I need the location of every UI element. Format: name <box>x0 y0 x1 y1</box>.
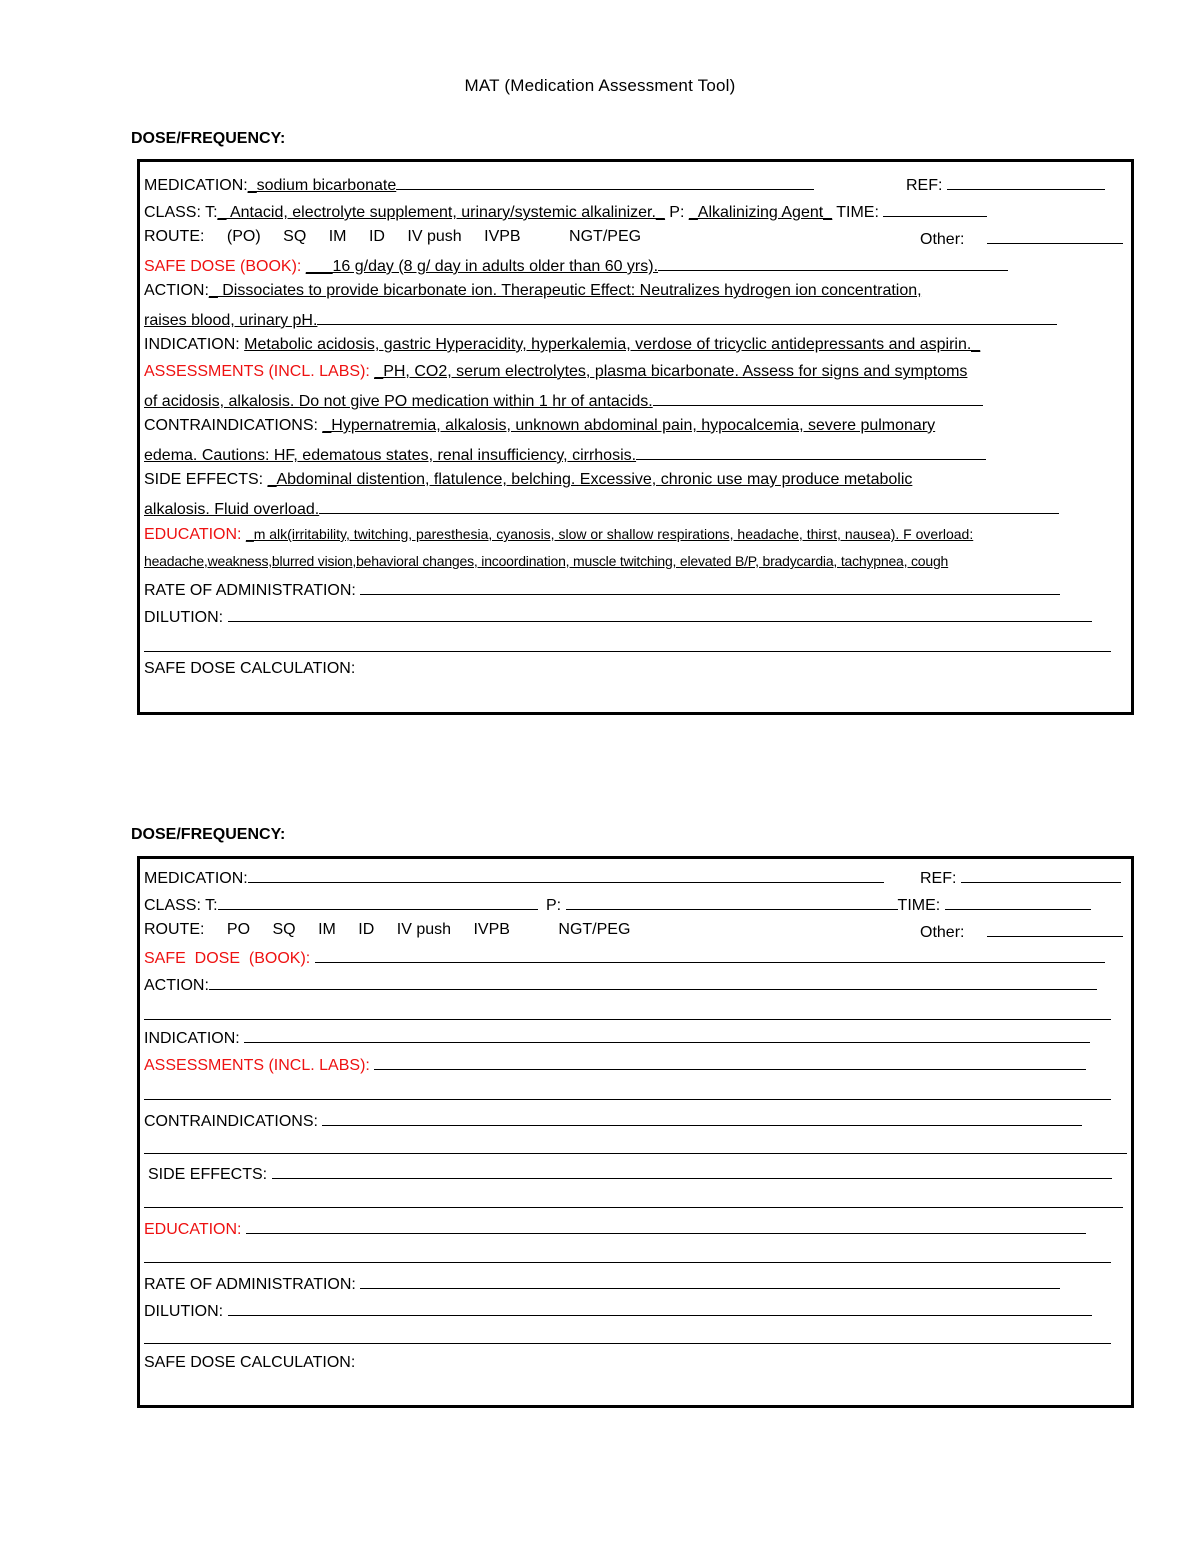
dilution-blank[interactable] <box>228 604 1092 622</box>
safe-calc-row <box>144 1352 1129 1374</box>
contraindications-row-2 <box>144 442 1129 464</box>
medication-label: MEDICATION: <box>144 177 248 194</box>
assessments-row <box>144 1052 1129 1074</box>
class-p-blank[interactable] <box>566 892 898 910</box>
safe-dose-label: SAFE DOSE (BOOK): <box>144 258 302 275</box>
contraindications-blank[interactable] <box>322 1108 1082 1126</box>
class-p-label: P: <box>669 204 685 221</box>
dilution-label: DILUTION: <box>144 609 224 626</box>
class-t-label: CLASS: T: <box>144 897 218 914</box>
medication-blank[interactable] <box>396 172 814 190</box>
ref-label: REF: <box>906 177 943 194</box>
route-option-sq[interactable]: SQ <box>283 228 307 245</box>
indication-value[interactable]: Metabolic acidosis, gastric Hyperacidity, hyperkalemia, verdose of tricyclic antidepressants and aspirin._ <box>244 336 981 353</box>
action-value-line1[interactable]: _ Dissociates to provide bicarbonate ion. Therapeutic Effect: Neutralizes hydrogen ion concentration, <box>208 282 922 299</box>
class-row <box>144 199 1129 221</box>
side-effects-blank[interactable] <box>272 1161 1112 1179</box>
action-value-line2[interactable]: raises blood, urinary pH. <box>144 312 318 329</box>
education-value-line2[interactable]: headache,weakness,blurred vision,behavioral changes, incoordination, muscle twitching, elevated B/P, bradycardia, tachypnea, cough <box>144 553 949 569</box>
route-option-po[interactable]: (PO) <box>226 228 261 245</box>
assessments-label: ASSESSMENTS (INCL. LABS): <box>144 363 370 380</box>
education-extra-line[interactable] <box>144 1262 1111 1263</box>
side-effects-blank[interactable] <box>319 496 1059 514</box>
route-option-sq[interactable]: SQ <box>272 921 296 938</box>
route-option-id[interactable]: ID <box>368 228 385 245</box>
rate-blank[interactable] <box>360 577 1060 595</box>
education-row <box>144 1216 1129 1238</box>
safe-calc-label: SAFE DOSE CALCULATION: <box>144 660 356 677</box>
indication-label: INDICATION: <box>144 336 240 353</box>
safe-dose-value[interactable]: ___16 g/day (8 g/ day in adults older than 60 yrs). <box>305 258 659 275</box>
class-t-blank[interactable] <box>218 892 538 910</box>
class-row <box>144 892 1129 914</box>
education-row <box>144 523 1129 545</box>
action-extra-line[interactable] <box>144 1019 1111 1020</box>
route-row <box>144 226 1129 248</box>
action-label: ACTION: <box>144 977 209 994</box>
safe-calc-label: SAFE DOSE CALCULATION: <box>144 1354 356 1371</box>
route-option-ivpb[interactable]: IVPB <box>484 228 521 245</box>
indication-label: INDICATION: <box>144 1030 240 1047</box>
dilution-extra-line[interactable] <box>144 1343 1111 1344</box>
route-option-im[interactable]: IM <box>328 228 347 245</box>
assessments-value-line2[interactable]: of acidosis, alkalosis. Do not give PO medication within 1 hr of antacids. <box>144 393 653 410</box>
medication-label: MEDICATION: <box>144 870 248 887</box>
contraindications-extra-line[interactable] <box>144 1153 1127 1154</box>
assessments-row <box>144 361 1129 383</box>
education-value-line1[interactable]: _m alk(irritability, twitching, paresthesia, cyanosis, slow or shallow respirations, headache, thirst, nausea). F overload: <box>245 526 974 542</box>
assessments-row-2 <box>144 388 1129 410</box>
dose-frequency-label: DOSE/FREQUENCY: <box>131 130 286 147</box>
rate-label: RATE OF ADMINISTRATION: <box>144 1276 356 1293</box>
class-p-label: P: <box>545 897 562 914</box>
side-effects-row <box>144 469 1129 491</box>
route-option-ivpb[interactable]: IVPB <box>473 921 510 938</box>
action-blank[interactable] <box>317 307 1057 325</box>
assessments-extra-line[interactable] <box>144 1099 1111 1100</box>
safe-dose-blank[interactable] <box>315 945 1105 963</box>
other-label: Other: <box>920 231 965 248</box>
assessments-label: ASSESSMENTS (INCL. LABS): <box>144 1057 370 1074</box>
page-title: MAT (Medication Assessment Tool) <box>464 76 736 95</box>
rate-row <box>144 1271 1129 1293</box>
rate-label: RATE OF ADMINISTRATION: <box>144 582 356 599</box>
class-t-label: CLASS: T: <box>144 204 218 221</box>
side-effects-row-2 <box>144 496 1129 518</box>
side-effects-row <box>148 1161 1129 1183</box>
dilution-label: DILUTION: <box>144 1303 224 1320</box>
side-effects-label: SIDE EFFECTS: <box>144 471 264 488</box>
contraindications-value-line1[interactable]: _Hypernatremia, alkalosis, unknown abdominal pain, hypocalcemia, severe pulmonary <box>322 417 936 434</box>
education-label: EDUCATION: <box>144 1221 242 1238</box>
route-option-iv-push[interactable]: IV push <box>407 228 462 245</box>
safe-dose-label: SAFE DOSE (BOOK): <box>144 950 311 967</box>
dilution-row <box>144 604 1129 626</box>
medication-blank[interactable] <box>248 865 884 883</box>
rate-blank[interactable] <box>360 1271 1060 1289</box>
route-label: ROUTE: <box>144 228 205 245</box>
side-effects-value-line2[interactable]: alkalosis. Fluid overload. <box>144 501 320 518</box>
dilution-blank[interactable] <box>228 1298 1092 1316</box>
action-row <box>144 972 1129 994</box>
route-row <box>144 919 1129 941</box>
contraindications-label: CONTRAINDICATIONS: <box>144 1113 318 1130</box>
medication-form-filled <box>137 159 1134 715</box>
dose-frequency-label-2: DOSE/FREQUENCY: <box>131 826 286 843</box>
time-blank[interactable] <box>883 199 987 217</box>
other-label: Other: <box>920 924 965 941</box>
contraindications-row <box>144 415 1129 437</box>
action-row-2 <box>144 307 1129 329</box>
safe-calc-row <box>144 658 1129 680</box>
action-blank[interactable] <box>209 972 1097 990</box>
class-p-value[interactable]: _Alkalinizing Agent_ <box>688 204 833 221</box>
action-row <box>144 280 1129 302</box>
safe-dose-row <box>144 253 1129 275</box>
ref-blank[interactable] <box>961 865 1121 883</box>
contraindications-value-line2[interactable]: edema. Cautions: HF, edematous states, renal insufficiency, cirrhosis. <box>144 447 637 464</box>
side-effects-label: SIDE EFFECTS: <box>148 1166 268 1183</box>
education-label: EDUCATION: <box>144 526 242 543</box>
assessments-value-line1[interactable]: _PH, CO2, serum electrolytes, plasma bicarbonate. Assess for signs and symptoms <box>374 363 968 380</box>
medication-row <box>144 865 1129 887</box>
indication-blank[interactable] <box>244 1025 1090 1043</box>
route-option-id[interactable]: ID <box>358 921 375 938</box>
route-option-iv-push[interactable]: IV push <box>396 921 452 938</box>
side-effects-value-line1[interactable]: _Abdominal distention, flatulence, belching. Excessive, chronic use may produce metabolic <box>267 471 913 488</box>
class-t-value[interactable]: _ Antacid, electrolyte supplement, urinary/systemic alkalinizer._ <box>217 204 665 221</box>
assessments-blank[interactable] <box>653 388 983 406</box>
education-row-2 <box>144 550 1129 572</box>
medication-form-blank <box>137 856 1134 1408</box>
ref-blank[interactable] <box>947 172 1105 190</box>
route-option-po[interactable]: PO <box>226 921 251 938</box>
route-option-im[interactable]: IM <box>318 921 336 938</box>
contraindications-label: CONTRAINDICATIONS: <box>144 417 318 434</box>
other-blank[interactable] <box>987 919 1123 937</box>
education-blank[interactable] <box>246 1216 1086 1234</box>
medication-row <box>144 172 1129 194</box>
time-blank[interactable] <box>945 892 1091 910</box>
rate-row <box>144 577 1129 599</box>
indication-row <box>144 1025 1129 1047</box>
other-blank[interactable] <box>987 226 1123 244</box>
safe-dose-blank[interactable] <box>658 253 1008 271</box>
time-label: TIME: <box>836 204 879 221</box>
dilution-row <box>144 1298 1129 1320</box>
contraindications-blank[interactable] <box>636 442 986 460</box>
ref-label: REF: <box>920 870 957 887</box>
dilution-extra-line[interactable] <box>144 651 1111 652</box>
action-label: ACTION: <box>144 282 209 299</box>
side-effects-extra-line[interactable] <box>144 1207 1123 1208</box>
medication-value[interactable]: _sodium bicarbonate <box>247 177 397 194</box>
safe-dose-row <box>144 945 1129 967</box>
route-label: ROUTE: <box>144 921 205 938</box>
contraindications-row <box>144 1108 1129 1130</box>
assessments-blank[interactable] <box>374 1052 1086 1070</box>
route-option-ngt-peg[interactable]: NGT/PEG <box>558 921 631 938</box>
time-label: TIME: <box>897 897 941 914</box>
route-option-ngt-peg[interactable]: NGT/PEG <box>569 228 642 245</box>
indication-row <box>144 334 1129 356</box>
